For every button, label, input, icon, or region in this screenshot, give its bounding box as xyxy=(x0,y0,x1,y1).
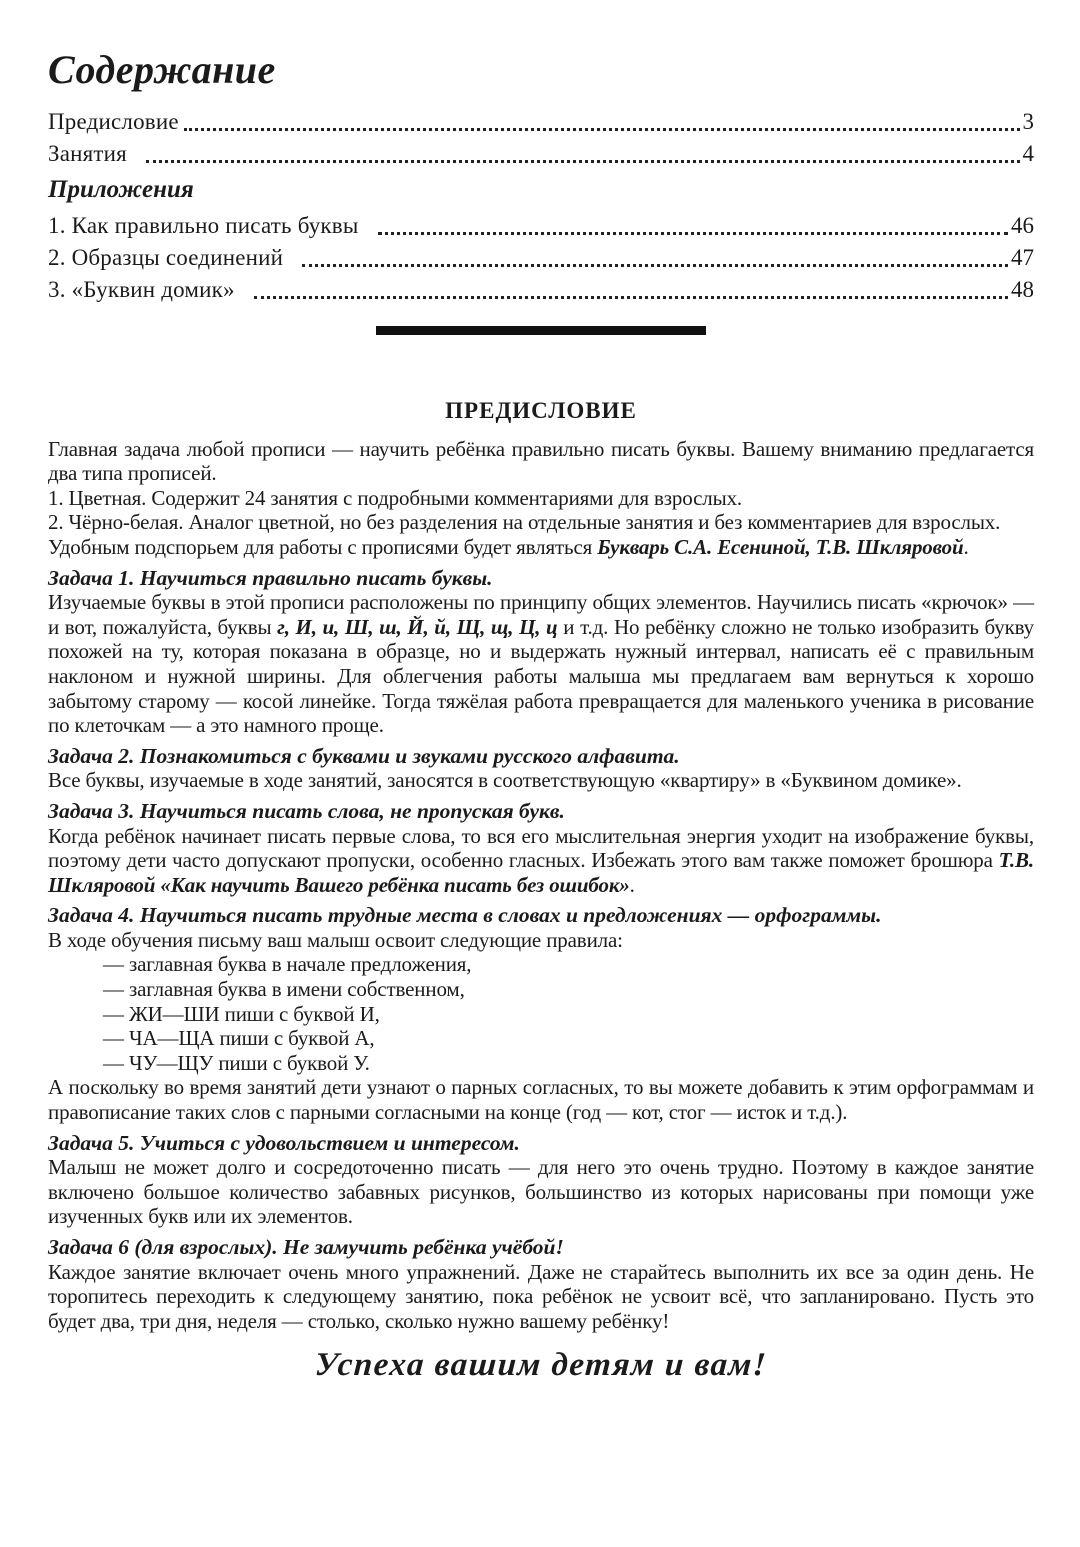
task-1-body xyxy=(48,590,1034,738)
task-6-body: Каждое занятие включает очень много упражнений. Даже не старайтесь выполнить их все за один день. Не торопитесь переходить к следующему занятию, пока ребёнок не усвоит всё, что запланировано. Пусть это будет два, три дня, неделя — столько, сколько нужно вашему ребёнку! xyxy=(48,1259,1034,1333)
toc-entry-lessons xyxy=(48,137,1034,169)
support-note-book-title: Букварь С.А. Есениной, Т.В. Шкляровой xyxy=(597,534,964,559)
spelling-rule-item-4: — ЧА—ЩА пиши с буквой А, xyxy=(103,1026,375,1051)
task-5-body: Малыш не может долго и сосредоточенно писать — для него это очень трудно. Поэтому в каждое занятие включено большое количество забавных рисунков, большинство из которых нарисованы при помощи уже изученных букв или их элементов. xyxy=(48,1155,1034,1229)
task-1-letters-sample: г, И, и, Ш, ш, Й, й, Щ, щ, Ц, ц xyxy=(277,614,558,639)
copybook-type-item-1: 1. Цветная. Содержит 24 занятия с подробными комментариями для взрослых. xyxy=(48,485,743,510)
toc-title: Содержание xyxy=(48,47,276,92)
toc-dotted-leader xyxy=(146,160,1020,163)
task-3-text-pre: Когда ребёнок начинает писать первые слова, то вся его мыслительная энергия уходит на изображение буквы, поэтому дети часто допускают пропуски, особенно гласных. Избежать этого вам также поможет брошюра xyxy=(48,823,1034,873)
toc-entry-label: 2. Образцы соединений xyxy=(48,245,284,270)
spelling-rule-item-3: — ЖИ—ШИ пиши с буквой И, xyxy=(103,1001,380,1026)
toc-entry-appendix-1 xyxy=(48,209,1034,241)
preface-title: ПРЕДИСЛОВИЕ xyxy=(445,398,637,423)
toc-entry-preface xyxy=(48,105,1034,137)
table-of-contents xyxy=(48,46,1034,305)
toc-entry-label: 1. Как правильно писать буквы xyxy=(48,213,359,238)
task-1-heading: Задача 1. Научиться правильно писать буквы. xyxy=(48,565,493,590)
toc-page-number: 48 xyxy=(1011,277,1034,302)
task-5-heading: Задача 5. Учиться с удовольствием и интересом. xyxy=(48,1130,520,1155)
toc-entry-appendix-3 xyxy=(48,273,1034,305)
task-1-text-post: и т.д. Но ребёнку сложно не только изобразить букву похожей на ту, которая показана в образце, но и выдержать нужный интервал, написать её с правильным наклоном и нужной ширины. Для облегчения работы малыша мы предлагаем вам вернуться к хорошо забытому старому — косой линейке. Тогда тяжёлая работа превращается для маленького ученика в рисование по клеточкам — а это намного проще. xyxy=(48,614,1035,738)
toc-page-number: 47 xyxy=(1011,245,1034,270)
closing-wish: Успеха вашим детям и вам! xyxy=(313,1347,769,1384)
spelling-rule-item-5: — ЧУ—ЩУ пиши с буквой У. xyxy=(103,1050,370,1075)
support-note-period: . xyxy=(963,534,969,559)
toc-dotted-leader xyxy=(184,128,1020,131)
task-3-body xyxy=(48,824,1034,898)
toc-entry-label: Предисловие xyxy=(48,109,179,134)
task-6-heading: Задача 6 (для взрослых). Не замучить ребёнка учёбой! xyxy=(48,1235,564,1259)
toc-dotted-leader xyxy=(302,264,1008,267)
task-4-intro: В ходе обучения письму ваш малыш освоит следующие правила: xyxy=(48,927,623,952)
section-divider-bar xyxy=(376,326,706,335)
toc-page-number: 4 xyxy=(1022,141,1034,166)
task-4-heading: Задача 4. Научиться писать трудные места в словах и предложениях — орфограммы. xyxy=(48,903,882,928)
toc-entry-appendix-2 xyxy=(48,241,1034,273)
support-note-paragraph xyxy=(48,535,1034,560)
spelling-rule-item-2: — заглавная буква в имени собственном, xyxy=(103,977,465,1002)
support-note-text: Удобным подспорьем для работы с прописями будет являться xyxy=(48,534,598,559)
toc-appendix-heading: Приложения xyxy=(48,176,194,203)
toc-entry-label: 3. «Буквин домик» xyxy=(48,277,235,302)
preface-section xyxy=(48,398,1035,1384)
task-4-outro: А поскольку во время занятий дети узнают о парных согласных, то вы можете добавить к этим орфограммам и правописание таких слов с парными согласными на конце (год — кот, стог — исток и т.д.). xyxy=(48,1075,1034,1125)
task-3-heading: Задача 3. Научиться писать слова, не пропуская букв. xyxy=(48,798,565,823)
preface-intro-paragraph: Главная задача любой прописи — научить ребёнка правильно писать буквы. Вашему вниманию предлагается два типа прописей. xyxy=(48,436,1034,486)
task-3-book-title: Т.В. Шкляровой «Как научить Вашего ребёнка писать без ошибок» xyxy=(48,848,1034,897)
toc-page-number: 3 xyxy=(1022,109,1034,134)
task-3-text-post: . xyxy=(629,872,635,897)
toc-page-number: 46 xyxy=(1011,213,1034,238)
toc-dotted-leader xyxy=(254,296,1008,299)
task-2-body: Все буквы, изучаемые в ходе занятий, заносятся в соответствующую «квартиру» в «Буквином домике». xyxy=(48,768,962,793)
toc-dotted-leader xyxy=(378,232,1008,235)
copybook-type-item-2: 2. Чёрно-белая. Аналог цветной, но без разделения на отдельные занятия и без комментариев для взрослых. xyxy=(48,510,1001,535)
task-1-text-pre: Изучаемые буквы в этой прописи расположены по принципу общих элементов. Научились писать «крючок» — и вот, пожалуйста, буквы xyxy=(48,590,1034,639)
task-2-heading: Задача 2. Познакомиться с буквами и звуками русского алфавита. xyxy=(48,743,680,768)
spelling-rule-item-1: — заглавная буква в начале предложения, xyxy=(103,952,472,977)
toc-entry-label: Занятия xyxy=(48,141,127,166)
